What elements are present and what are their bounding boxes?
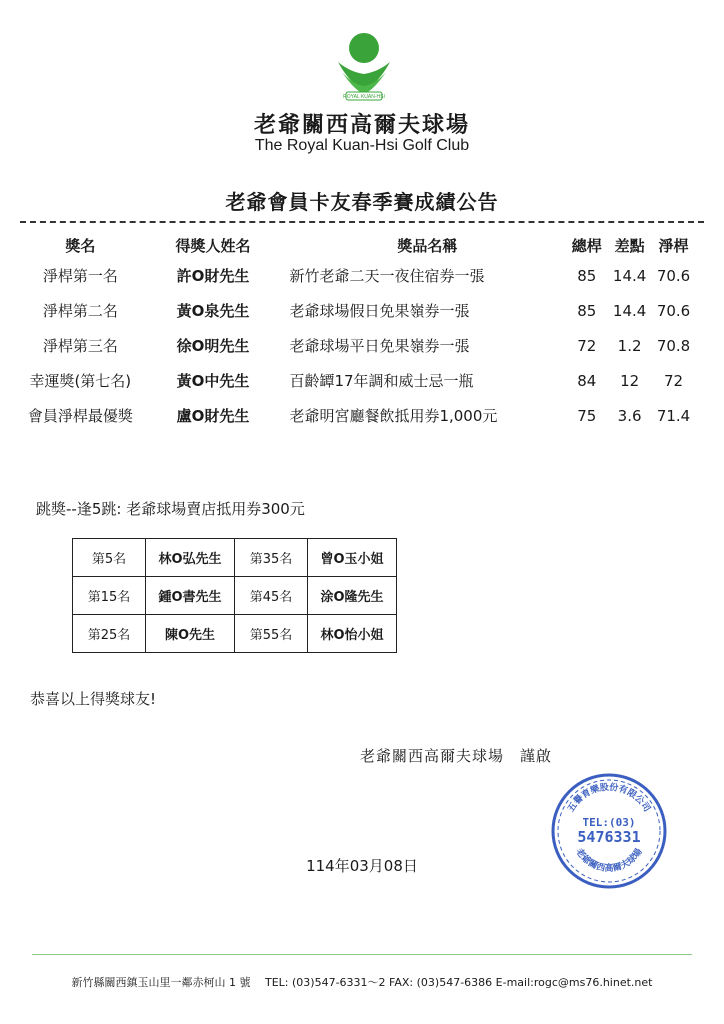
header-net: 淨桿	[658, 236, 689, 255]
net-score: 71.4	[656, 406, 691, 425]
winner-name: 徐O明先生	[176, 337, 250, 355]
rank-cell: 第35名	[235, 539, 308, 577]
winner-cell: 涂O隆先生	[308, 577, 397, 615]
winner-cell: 鍾O書先生	[146, 577, 235, 615]
rank-cell: 第25名	[73, 615, 146, 653]
winner-name: 黃O泉先生	[176, 302, 250, 320]
winner-cell: 曾O玉小姐	[308, 539, 397, 577]
club-name-en: The Royal Kuan-Hsi Golf Club	[254, 137, 470, 154]
gross-score: 85	[577, 301, 597, 320]
handicap: 14.4	[612, 266, 647, 285]
net-score: 70.8	[656, 336, 691, 355]
winner-name: 盧O財先生	[176, 407, 250, 425]
header-handicap: 差點	[614, 236, 645, 255]
table-row	[16, 328, 696, 363]
jump-winners-table	[72, 538, 397, 653]
winner-cell: 林O怡小姐	[308, 615, 397, 653]
award-name: 淨桿第二名	[42, 302, 118, 320]
prize-name: 老爺明宮廳餐飲抵用券1,000元	[289, 407, 498, 425]
results-header-row	[16, 232, 696, 258]
prize-name: 老爺球場假日免果嶺券一張	[289, 302, 470, 320]
prize-name: 老爺球場平日免果嶺券一張	[289, 337, 470, 355]
seal-tel-number: 5476331	[577, 828, 641, 846]
winner-name: 許O財先生	[176, 267, 250, 285]
winner-name: 黃O中先生	[176, 372, 250, 390]
award-name: 幸運獎(第七名)	[29, 372, 132, 390]
seal-tel-label: TEL:(03)	[582, 816, 636, 829]
handicap: 12	[620, 371, 640, 390]
net-score: 70.6	[656, 301, 691, 320]
signature: 老爺關西高爾夫球場 謹啟	[360, 747, 553, 765]
title-divider	[20, 221, 704, 223]
table-row	[73, 577, 397, 615]
prize-name: 新竹老爺二天一夜住宿券一張	[289, 267, 485, 285]
table-row	[73, 615, 397, 653]
award-name: 會員淨桿最優獎	[27, 407, 133, 425]
header-gross: 總桿	[571, 236, 602, 255]
seal-course: 老爺關西高爾夫球場	[573, 847, 645, 874]
table-row	[16, 398, 696, 433]
award-name: 淨桿第一名	[42, 267, 118, 285]
handicap: 3.6	[617, 406, 642, 425]
table-row	[16, 363, 696, 398]
handicap: 1.2	[617, 336, 642, 355]
winner-cell: 陳O先生	[146, 615, 235, 653]
header-prize: 獎品名稱	[397, 236, 458, 255]
table-row	[16, 258, 696, 293]
page-title: 老爺會員卡友春季賽成績公告	[225, 190, 499, 214]
logo-ribbon-text: ROYAL KUAN-HSI	[343, 94, 385, 100]
gross-score: 75	[577, 406, 597, 425]
club-name-zh: 老爺關西高爾夫球場	[253, 112, 470, 138]
gross-score: 72	[577, 336, 597, 355]
gross-score: 85	[577, 266, 597, 285]
seal-company: 五譽育樂股份有限公司	[566, 782, 652, 814]
footer-contact: 新竹縣關西鎮玉山里一鄰赤柯山 1 號 TEL: (03)547-6331～2 FAX: (03)547-6386 E-mail:rogc@ms76.hinet.net	[71, 976, 653, 989]
gross-score: 84	[577, 371, 597, 390]
header-winner: 得獎人姓名	[175, 236, 251, 255]
footer-divider	[32, 954, 692, 955]
rank-cell: 第15名	[73, 577, 146, 615]
net-score: 70.6	[656, 266, 691, 285]
table-row	[73, 539, 397, 577]
jump-award-text: 跳獎--逢5跳: 老爺球場賣店抵用券300元	[36, 500, 305, 518]
header-award: 獎名	[65, 236, 96, 255]
table-row	[16, 293, 696, 328]
rank-cell: 第45名	[235, 577, 308, 615]
rank-cell: 第5名	[73, 539, 146, 577]
club-logo	[332, 28, 396, 108]
congrats-text: 恭喜以上得獎球友!	[30, 690, 157, 708]
results-table	[16, 232, 696, 433]
prize-name: 百齡罈17年調和威士忌一瓶	[289, 372, 474, 390]
award-name: 淨桿第三名	[42, 337, 118, 355]
winner-cell: 林O弘先生	[146, 539, 235, 577]
net-score: 72	[663, 371, 684, 390]
rank-cell: 第55名	[235, 615, 308, 653]
announcement-date: 114年03月08日	[306, 857, 418, 875]
handicap: 14.4	[612, 301, 647, 320]
